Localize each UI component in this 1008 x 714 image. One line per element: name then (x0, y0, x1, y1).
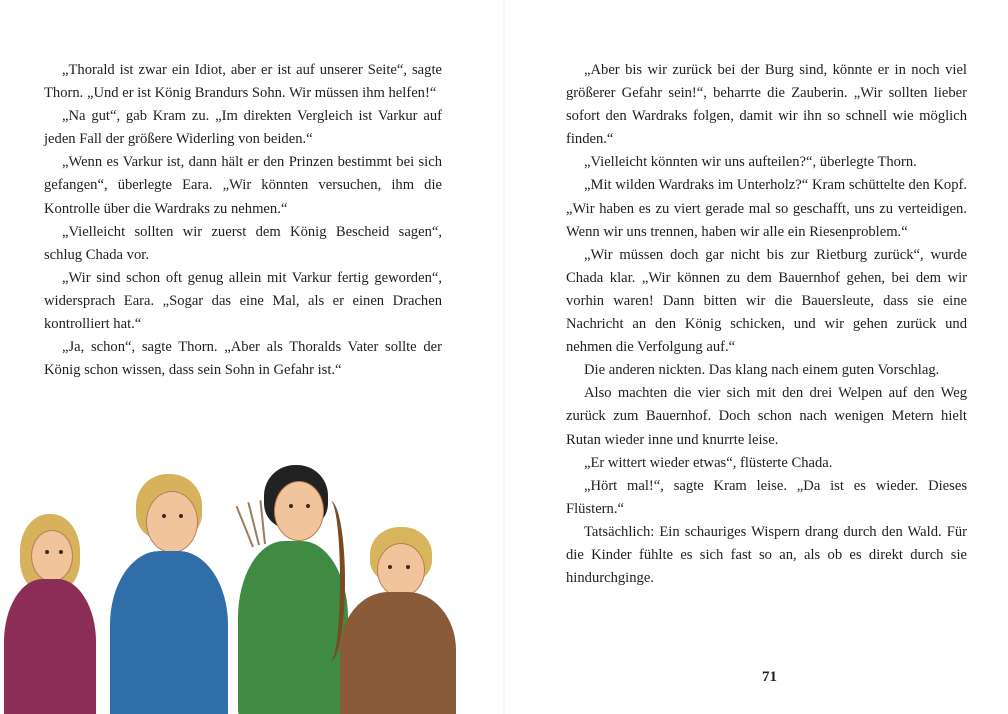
right-paragraph-5: Die anderen nickten. Das klang nach einem guten Vorschlag. (584, 362, 940, 379)
eye-icon (45, 550, 49, 554)
left-paragraph-6: „Ja, schon“, sagte Thorn. „Aber als Thoralds Vater sollte der König schon wissen, dass sein Sohn in Gefahr ist.“ (44, 339, 442, 379)
blue-cloak (110, 551, 228, 714)
right-paragraph-6: Also machten die vier sich mit den drei Welpen auf den Weg zurück zum Bauernhof. Doch schon nach wenigen Metern hielt Rutan wieder inne und knurrte leise. (566, 385, 967, 448)
blonde-boy-figure (92, 469, 232, 714)
right-paragraph-2: „Vielleicht könnten wir uns aufteilen?“, überlegte Thorn. (584, 154, 917, 171)
face (31, 530, 73, 582)
eye-icon (179, 514, 183, 518)
eye-icon (162, 514, 166, 518)
short-blonde-figure (330, 526, 460, 714)
right-paragraph-8: „Hört mal!“, sagte Kram leise. „Da ist es wieder. Dieses Flüstern.“ (566, 477, 967, 517)
left-paragraph-4: „Vielleicht sollten wir zuerst dem König Bescheid sagen“, schlug Chada vor. (44, 223, 442, 263)
eye-icon (59, 550, 63, 554)
right-paragraph-4: „Wir müssen doch gar nicht bis zur Rietburg zurück“, wurde Chada klar. „Wir können zu dem Bauernhof gehen, bei dem wir vorhin waren! Dann bitten wir die Bauersleute, dass sie eine Nachricht an den König schicken, und wir gehen zurück und nehmen die Verfolgung auf.“ (566, 246, 967, 356)
face (377, 543, 425, 597)
girl-figure (4, 499, 96, 714)
left-page-text (44, 59, 442, 382)
right-paragraph-9: Tatsächlich: Ein schauriges Wispern drang durch den Wald. Für die Kinder fühlte es sich fast so an, als ob es direkt durch sie hindurchginge. (566, 523, 967, 587)
right-paragraph-1: „Aber bis wir zurück bei der Burg sind, könnte er in noch viel größerer Gefahr sein!“, beharrte die Zauberin. „Wir sollten lieber sofort den Wardraks folgen, damit wir ihn so schnell wie möglich finden.“ (566, 62, 967, 148)
left-paragraph-1: „Thorald ist zwar ein Idiot, aber er ist auf unserer Seite“, sagte Thorn. „Und er ist König Brandurs Sohn. Wir müssen ihm helfen!“ (44, 62, 442, 102)
left-paragraph-3: „Wenn es Varkur ist, dann hält er den Prinzen bestimmt bei sich gefangen“, überlegte Eara. „Wir könnten versuchen, ihm die Kontrolle über die Wardraks zu nehmen.“ (44, 154, 442, 217)
page-number: 71 (762, 669, 777, 685)
left-paragraph-2: „Na gut“, gab Kram zu. „Im direkten Vergleich ist Varkur auf jeden Fall der größere Widerling von beiden.“ (44, 108, 442, 148)
brown-cloak (340, 592, 456, 714)
eye-icon (306, 504, 310, 508)
eye-icon (388, 565, 392, 569)
character-illustration (0, 445, 465, 714)
right-paragraph-7: „Er wittert wieder etwas“, flüsterte Chada. (584, 454, 833, 471)
right-page-text (566, 59, 967, 590)
right-paragraph-3: „Mit wilden Wardraks im Unterholz?“ Kram schüttelte den Kopf. „Wir haben es zu viert gerade mal so geschafft, uns zu verteidigen. Wenn wir uns trennen, haben wir alle ein Riesenproblem.“ (566, 177, 967, 240)
eye-icon (289, 504, 293, 508)
magenta-cloak (4, 579, 96, 714)
eye-icon (406, 565, 410, 569)
face (146, 491, 198, 553)
left-paragraph-5: „Wir sind schon oft genug allein mit Varkur fertig geworden“, widersprach Eara. „Sogar das eine Mal, als er einen Drachen kontrolliert hat.“ (44, 269, 442, 333)
right-page (504, 0, 1008, 714)
